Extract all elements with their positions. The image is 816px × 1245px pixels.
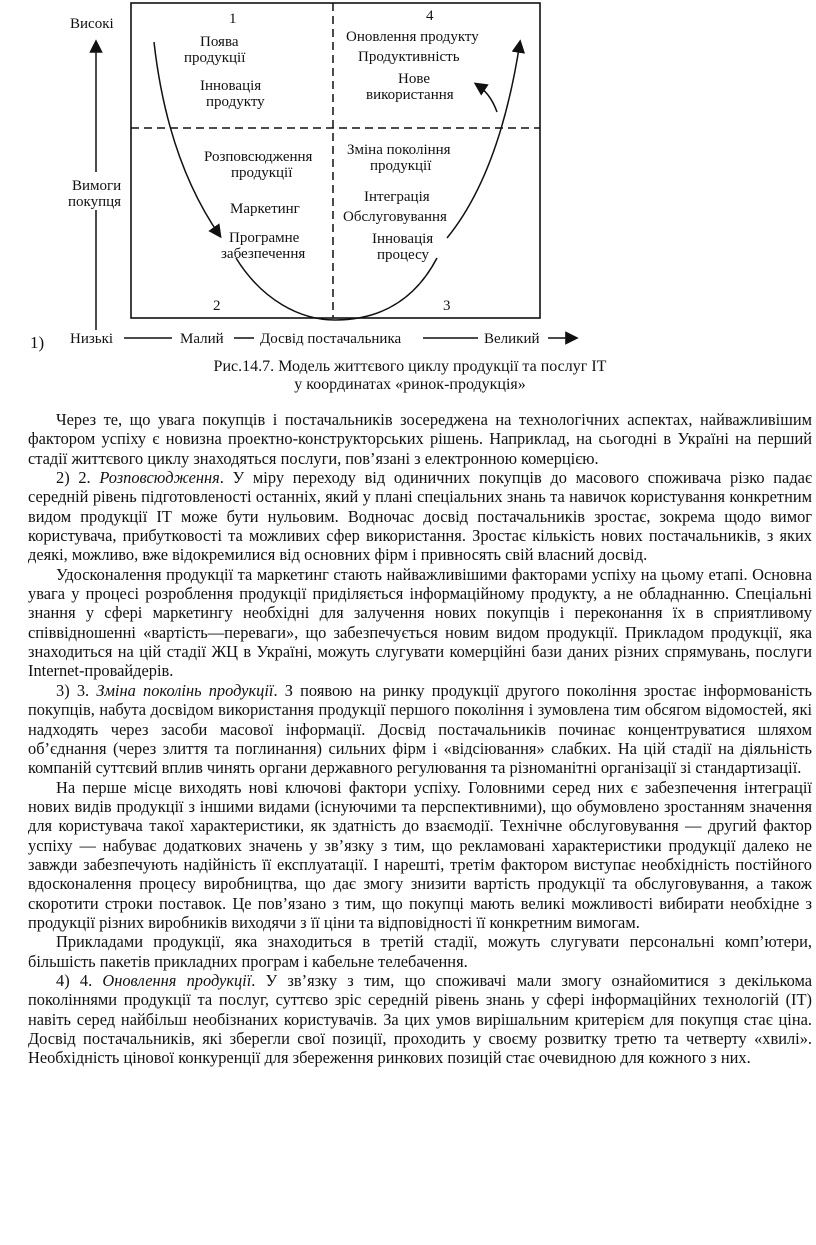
q1-line-4: продукту — [206, 94, 265, 110]
stage4-title: Оновлення продукції — [102, 970, 252, 990]
lifecycle-curve — [154, 42, 220, 236]
quadrant-2-number: 2 — [213, 298, 221, 314]
q1-line-1: Поява — [200, 34, 239, 50]
q2-line-2: продукції — [231, 165, 293, 181]
paragraph-stage3 — [28, 681, 812, 778]
renewal-small-arrow — [476, 84, 497, 112]
stage4-text: . У зв’язку з тим, що споживачі мали змогу ознайомитися з декількома поколіннями продукції та послуг, суттєво зріс середній рівень знань у сфері інформаційних технологій (ІТ) навіть серед найбільш необізнаних користувачів. За цих умов вирішальним критерієм для покупця стає ціна. Досвід постачальників, які зберегли свої позиції, проходить у своєму розвитку третю та четверту «хвилі». Необхідність цінової конкуренції для збереження ринкових позицій стає очевидною для кожного з них. — [28, 970, 812, 1068]
x-axis-title: Досвід постачальника — [260, 331, 402, 347]
quadrant-1-number: 1 — [229, 11, 237, 27]
x-axis-large-label: Великий — [484, 331, 540, 347]
document-body — [28, 410, 812, 1068]
paragraph-stage4 — [28, 971, 812, 1068]
lifecycle-curve-bottom — [236, 258, 437, 320]
q3-line-5: Інновація — [372, 231, 434, 247]
paragraph-stage1-conclusion: Через те, що увага покупців і постачальників зосереджена на технологічних аспектах, найважливішим фактором успіху є новизна проектно-конструкторських рішень. Наприклад, на сьогодні в Україні на перший стадії життєвого циклу знаходяться послуги, пов’язані з електронною комерцією. — [28, 410, 812, 468]
x-axis-small-label: Малий — [180, 331, 224, 347]
lifecycle-curve-rise — [447, 42, 520, 238]
caption-line-2: у координатах «ринок-продукція» — [294, 376, 526, 393]
stage3-text: . З появою на ринку продукції другого покоління зростає інформованість покупців, набута досвідом використання продукції першого покоління і зумовлена тим обсягом відомостей, які надходять через засоби масової інформації. Досвід постачальників починає концентруватися шляхом об’єднання (через злиття та поглинання) сильних фірм і «відсіювання» слабких. На цій стадії на діяльність компаній суттєвий вплив чинять органи державного регулювання та різноманітні організації зі стандартизації. — [28, 680, 812, 778]
q4-line-1: Оновлення продукту — [346, 29, 479, 45]
list-marker: 1) — [30, 333, 45, 352]
stage3-marker: 3) 3. — [56, 680, 97, 700]
y-axis-title-line2: покупця — [68, 194, 122, 210]
q2-line-5: забезпечення — [221, 246, 306, 262]
q3-line-3: Інтеграція — [364, 189, 430, 205]
y-axis-high-label: Високі — [70, 16, 114, 32]
q4-line-2: Продуктивність — [358, 49, 460, 65]
q3-line-1: Зміна покоління — [347, 142, 451, 158]
paragraph-stage2 — [28, 468, 812, 565]
paragraph-stage3-factors: На перше місце виходять нові ключові фактори успіху. Головними серед них є забезпечення інтеграції нових видів продукції з іншими видами (існуючими та перспективними), що обумовлено зростанням значення для користувача такої характеристики, як здатність до взаємодії. Технічне обслуговування — другий фактор успіху — набуває додаткових значень у зв’язку з тим, що рекламовані характеристики продукції далеко не завжди забезпечують надійність її експлуатації. І нарешті, третім фактором виступає необхідність постійного вдосконалення процесу виробництва, що дає змогу знизити вартість продукції та обслуговування, а також скоротити строки поставок. Це пов’язано з тим, що покупці мають великі можливості вибирати необхідне з продукції різних виробників виходячи з її ціни та відповідності її конкретним вимогам. — [28, 777, 812, 932]
q3-line-2: продукції — [370, 158, 432, 174]
caption-line-1: Рис.14.7. Модель життєвого циклу продукції та послуг ІТ — [213, 358, 607, 375]
q4-line-3: Нове — [398, 71, 430, 87]
lifecycle-diagram — [0, 0, 816, 400]
y-axis-title-line1: Вимоги — [72, 178, 122, 194]
q1-line-3: Інновація — [200, 78, 262, 94]
q3-line-4: Обслуговування — [343, 209, 447, 225]
q2-line-4: Програмне — [229, 230, 300, 246]
paragraph-stage3-examples: Прикладами продукції, яка знаходиться в третій стадії, можуть слугувати персональні комп’ютери, більшість пакетів прикладних програм і кабельне телебачення. — [28, 932, 812, 971]
q3-line-6: процесу — [377, 247, 430, 263]
q2-line-1: Розповсюдження — [204, 149, 313, 165]
quadrant-4-number: 4 — [426, 8, 434, 24]
q1-line-2: продукції — [184, 50, 246, 66]
stage2-title: Розповсюдження — [99, 468, 220, 488]
quadrant-3-number: 3 — [443, 298, 451, 314]
q2-line-3: Маркетинг — [230, 201, 300, 217]
stage3-title: Зміна поколінь продукції — [96, 680, 274, 700]
paragraph-stage2-factors: Удосконалення продукції та маркетинг стають найважливішими факторами успіху на цьому етапі. Основна увага у процесі розроблення продукції приділяється інформаційному продукту, а не обладнанню. Спеціальні знання у сфері маркетингу необхідні для залучення нових покупців і переконання їх в сприятливому співвідношенні «вартість—переваги», що забезпечується новим видом продукції. Прикладом продукції, яка знаходиться на цій стадії ЖЦ в Україні, можуть слугувати комерційні бази даних різних спрямувань, послуги Internet-провайдерів. — [28, 564, 812, 681]
stage2-text: . У міру переходу від одиничних покупців до масового споживача різко падає середній рівень підготовленості останніх, який у плані спеціальних знань та навичок користування конкретним видом продукції ІТ може бути нульовим. Водночас досвід постачальників зростає, зокрема щодо вимог користувача, прибутковості та можливих сфер використання. Зростає кількість нових постачальників, з яких деякі, можливо, вже відокремилися від основних фірм і привносять свій власний досвід. — [28, 468, 812, 565]
q4-line-4: використання — [366, 87, 454, 103]
y-axis-low-label: Низькі — [70, 331, 114, 347]
stage4-marker: 4) 4. — [56, 970, 103, 990]
stage2-marker: 2) 2. — [56, 468, 100, 488]
figure-caption — [150, 358, 670, 394]
